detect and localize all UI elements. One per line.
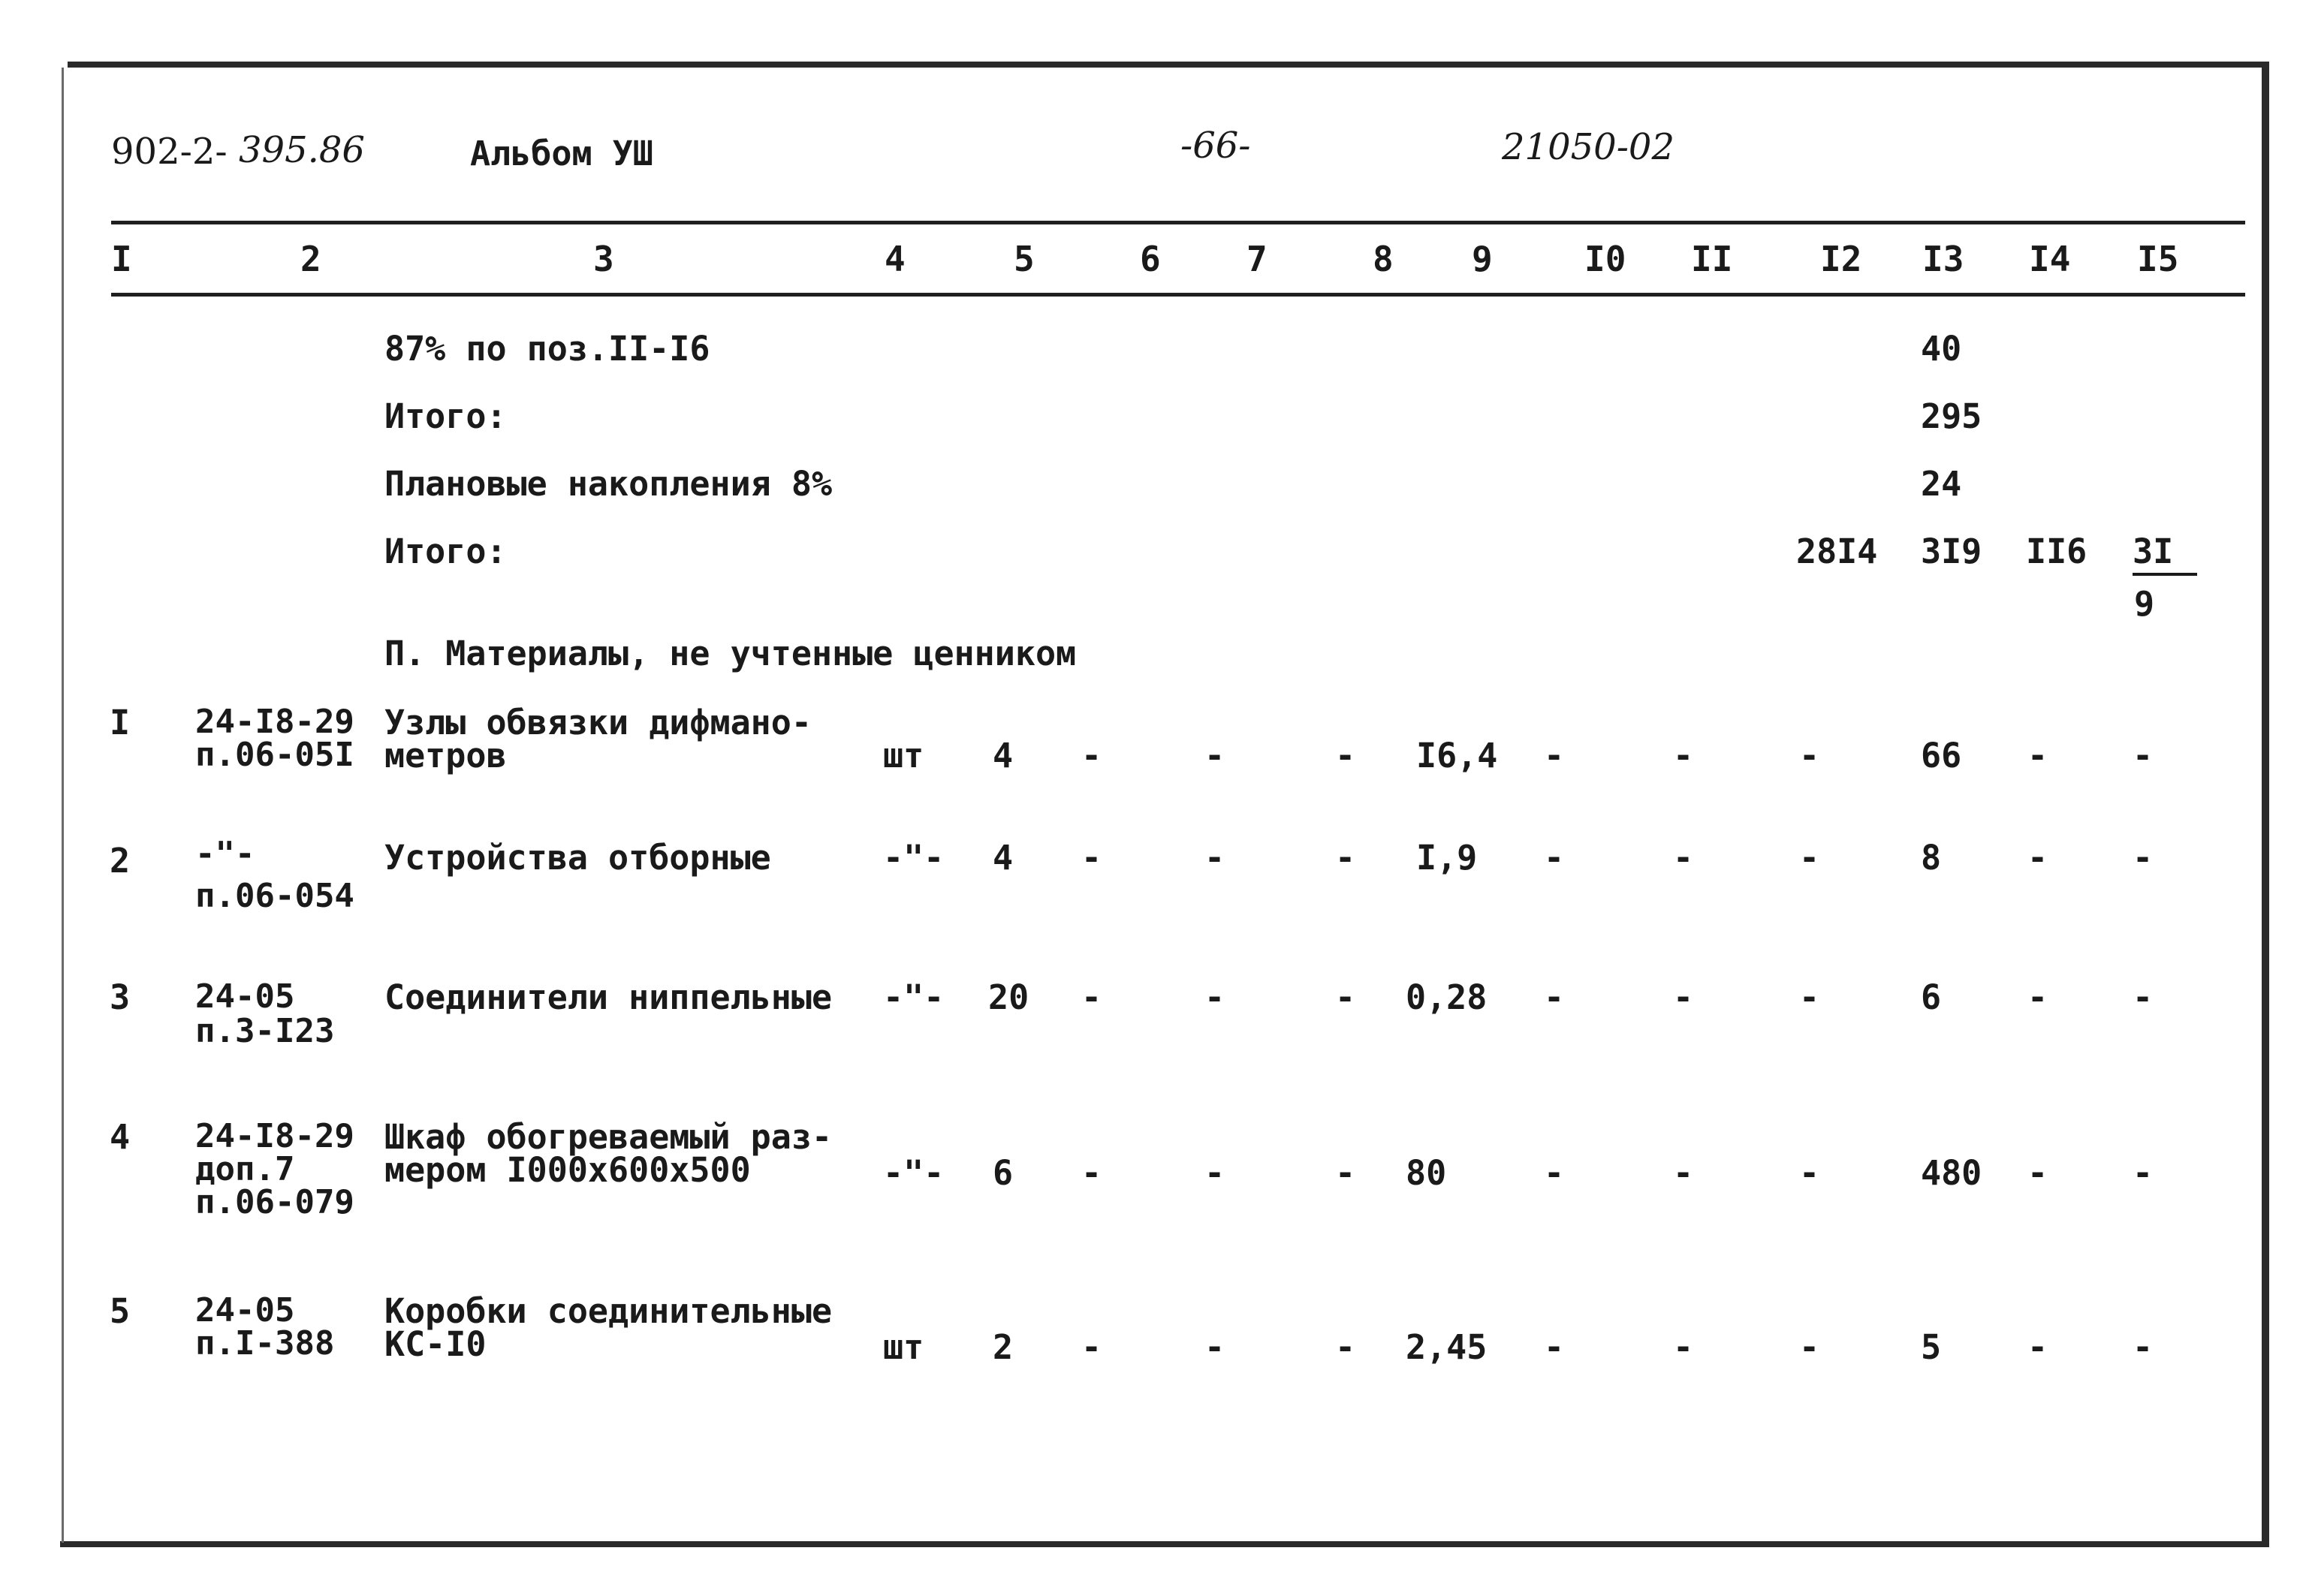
col-header-14: I4 bbox=[2029, 239, 2071, 279]
total-col12: 28I4 bbox=[1796, 531, 1878, 571]
row-col15: - bbox=[2133, 1327, 2154, 1367]
row-name-line: мером I000х600х500 bbox=[384, 1150, 751, 1190]
col-header-8: 8 bbox=[1373, 239, 1394, 279]
row-total: 66 bbox=[1921, 736, 1962, 775]
summary-label-planned-savings: Плановые накопления 8% bbox=[384, 464, 833, 504]
row-price: I6,4 bbox=[1416, 736, 1498, 775]
row-quantity: 2 bbox=[993, 1327, 1014, 1367]
total-col14: II6 bbox=[2026, 531, 2087, 571]
row-quantity: 6 bbox=[993, 1153, 1014, 1193]
doc-code-printed: 902-2- bbox=[111, 131, 228, 173]
frame-right-border bbox=[2262, 62, 2269, 1544]
row-code-line: 24-I8-29 bbox=[195, 1117, 354, 1155]
total-col15-denominator: 9 bbox=[2134, 584, 2155, 624]
row-col14: - bbox=[2027, 1327, 2048, 1367]
frame-top-border bbox=[68, 62, 2268, 68]
row-code-line: 24-05 bbox=[195, 1291, 295, 1329]
row-col15: - bbox=[2133, 838, 2154, 878]
row-col14: - bbox=[2027, 1153, 2048, 1193]
row-number: 2 bbox=[110, 841, 131, 881]
row-code-line: 24-I8-29 bbox=[195, 703, 354, 741]
summary-label-total: Итого: bbox=[384, 531, 507, 571]
row-code-line: -"- bbox=[195, 835, 255, 873]
row-price: 80 bbox=[1406, 1153, 1447, 1193]
row-col6: - bbox=[1081, 838, 1102, 878]
row-col12: - bbox=[1799, 977, 1820, 1017]
row-col11: - bbox=[1673, 736, 1694, 775]
col-header-5: 5 bbox=[1014, 239, 1035, 279]
row-col7: - bbox=[1204, 977, 1225, 1017]
row-total: 5 bbox=[1921, 1327, 1942, 1367]
row-col6: - bbox=[1081, 977, 1102, 1017]
album-label: Альбом УШ bbox=[470, 134, 653, 173]
row-code-line: п.06-079 bbox=[195, 1183, 354, 1221]
row-col10: - bbox=[1544, 1327, 1565, 1367]
row-name-line: КС-I0 bbox=[384, 1324, 487, 1364]
summary-value-planned-savings: 24 bbox=[1921, 464, 1962, 504]
row-price: 0,28 bbox=[1406, 977, 1488, 1017]
row-col8: - bbox=[1335, 736, 1356, 775]
col-header-1: I bbox=[111, 239, 132, 279]
row-total: 480 bbox=[1921, 1153, 1982, 1193]
col-header-4: 4 bbox=[885, 239, 906, 279]
row-total: 6 bbox=[1921, 977, 1942, 1017]
page-number: -66- bbox=[1180, 125, 1251, 167]
row-col6: - bbox=[1081, 1153, 1102, 1193]
row-col14: - bbox=[2027, 736, 2048, 775]
row-col11: - bbox=[1673, 838, 1694, 878]
total-col13: 3I9 bbox=[1921, 531, 1982, 571]
row-unit: -"- bbox=[883, 977, 945, 1017]
row-name-line: метров bbox=[384, 736, 507, 775]
col-header-11: II bbox=[1691, 239, 1733, 279]
row-col11: - bbox=[1673, 1153, 1694, 1193]
row-col11: - bbox=[1673, 977, 1694, 1017]
row-number: I bbox=[110, 703, 131, 742]
row-col12: - bbox=[1799, 736, 1820, 775]
col-header-13: I3 bbox=[1922, 239, 1964, 279]
col-header-6: 6 bbox=[1140, 239, 1161, 279]
row-col12: - bbox=[1799, 1327, 1820, 1367]
row-col6: - bbox=[1081, 736, 1102, 775]
row-code-line: доп.7 bbox=[195, 1150, 295, 1188]
row-col11: - bbox=[1673, 1327, 1694, 1367]
col-header-2: 2 bbox=[300, 239, 321, 279]
row-code-line: п.06-05I bbox=[195, 736, 354, 774]
row-number: 5 bbox=[110, 1291, 131, 1331]
row-total: 8 bbox=[1921, 838, 1942, 878]
row-name-line: Коробки соединительные bbox=[384, 1291, 833, 1331]
row-col8: - bbox=[1335, 1327, 1356, 1367]
row-price: 2,45 bbox=[1406, 1327, 1488, 1367]
row-unit: шт bbox=[883, 1327, 924, 1367]
row-col10: - bbox=[1544, 1153, 1565, 1193]
row-col15: - bbox=[2133, 736, 2154, 775]
summary-value-overhead: 40 bbox=[1921, 329, 1962, 369]
row-code-line: 24-05 bbox=[195, 977, 295, 1016]
col-header-3: 3 bbox=[593, 239, 614, 279]
col-header-15: I5 bbox=[2137, 239, 2179, 279]
row-col15: - bbox=[2133, 1153, 2154, 1193]
row-col15: - bbox=[2133, 977, 2154, 1017]
row-col10: - bbox=[1544, 838, 1565, 878]
row-col10: - bbox=[1544, 736, 1565, 775]
row-col7: - bbox=[1204, 1153, 1225, 1193]
summary-label-subtotal: Итого: bbox=[384, 396, 507, 436]
row-col6: - bbox=[1081, 1327, 1102, 1367]
row-code-line: п.3-I23 bbox=[195, 1012, 335, 1050]
row-quantity: 4 bbox=[993, 736, 1014, 775]
col-header-12: I2 bbox=[1820, 239, 1862, 279]
row-col7: - bbox=[1204, 1327, 1225, 1367]
row-code-line: п.06-054 bbox=[195, 877, 354, 915]
row-col8: - bbox=[1335, 977, 1356, 1017]
row-number: 4 bbox=[110, 1117, 131, 1157]
row-code-line: п.I-388 bbox=[195, 1324, 335, 1363]
row-number: 3 bbox=[110, 977, 131, 1017]
row-name-line: Устройства отборные bbox=[384, 838, 771, 878]
summary-label-overhead: 87% по поз.II-I6 bbox=[384, 329, 710, 369]
row-col12: - bbox=[1799, 838, 1820, 878]
col-header-7: 7 bbox=[1246, 239, 1268, 279]
row-quantity: 20 bbox=[988, 977, 1029, 1017]
row-col8: - bbox=[1335, 838, 1356, 878]
row-name-line: Узлы обвязки дифмано- bbox=[384, 703, 812, 742]
row-col7: - bbox=[1204, 838, 1225, 878]
frame-left-border bbox=[62, 68, 64, 1543]
frame-bottom-border bbox=[60, 1541, 2269, 1547]
row-unit: -"- bbox=[883, 838, 945, 878]
row-col14: - bbox=[2027, 977, 2048, 1017]
header-top-rule bbox=[111, 221, 2245, 224]
row-name-line: Соединители ниппельные bbox=[384, 977, 833, 1017]
col-header-9: 9 bbox=[1472, 239, 1493, 279]
summary-value-subtotal: 295 bbox=[1921, 396, 1982, 436]
row-col12: - bbox=[1799, 1153, 1820, 1193]
row-col7: - bbox=[1204, 736, 1225, 775]
col-header-10: I0 bbox=[1584, 239, 1626, 279]
doc-code-handwritten: 395.86 bbox=[239, 129, 365, 171]
row-unit: -"- bbox=[883, 1153, 945, 1193]
row-name-line: Шкаф обогреваемый раз- bbox=[384, 1117, 833, 1157]
row-col14: - bbox=[2027, 838, 2048, 878]
row-col10: - bbox=[1544, 977, 1565, 1017]
row-quantity: 4 bbox=[993, 838, 1014, 878]
header-bottom-rule bbox=[111, 293, 2245, 297]
row-unit: шт bbox=[883, 736, 924, 775]
section-title: П. Материалы, не учтенные ценником bbox=[384, 634, 1077, 673]
row-price: I,9 bbox=[1416, 838, 1478, 878]
total-col15-numerator: 3I bbox=[2133, 535, 2197, 576]
document-number: 21050-02 bbox=[1502, 126, 1674, 168]
row-col8: - bbox=[1335, 1153, 1356, 1193]
